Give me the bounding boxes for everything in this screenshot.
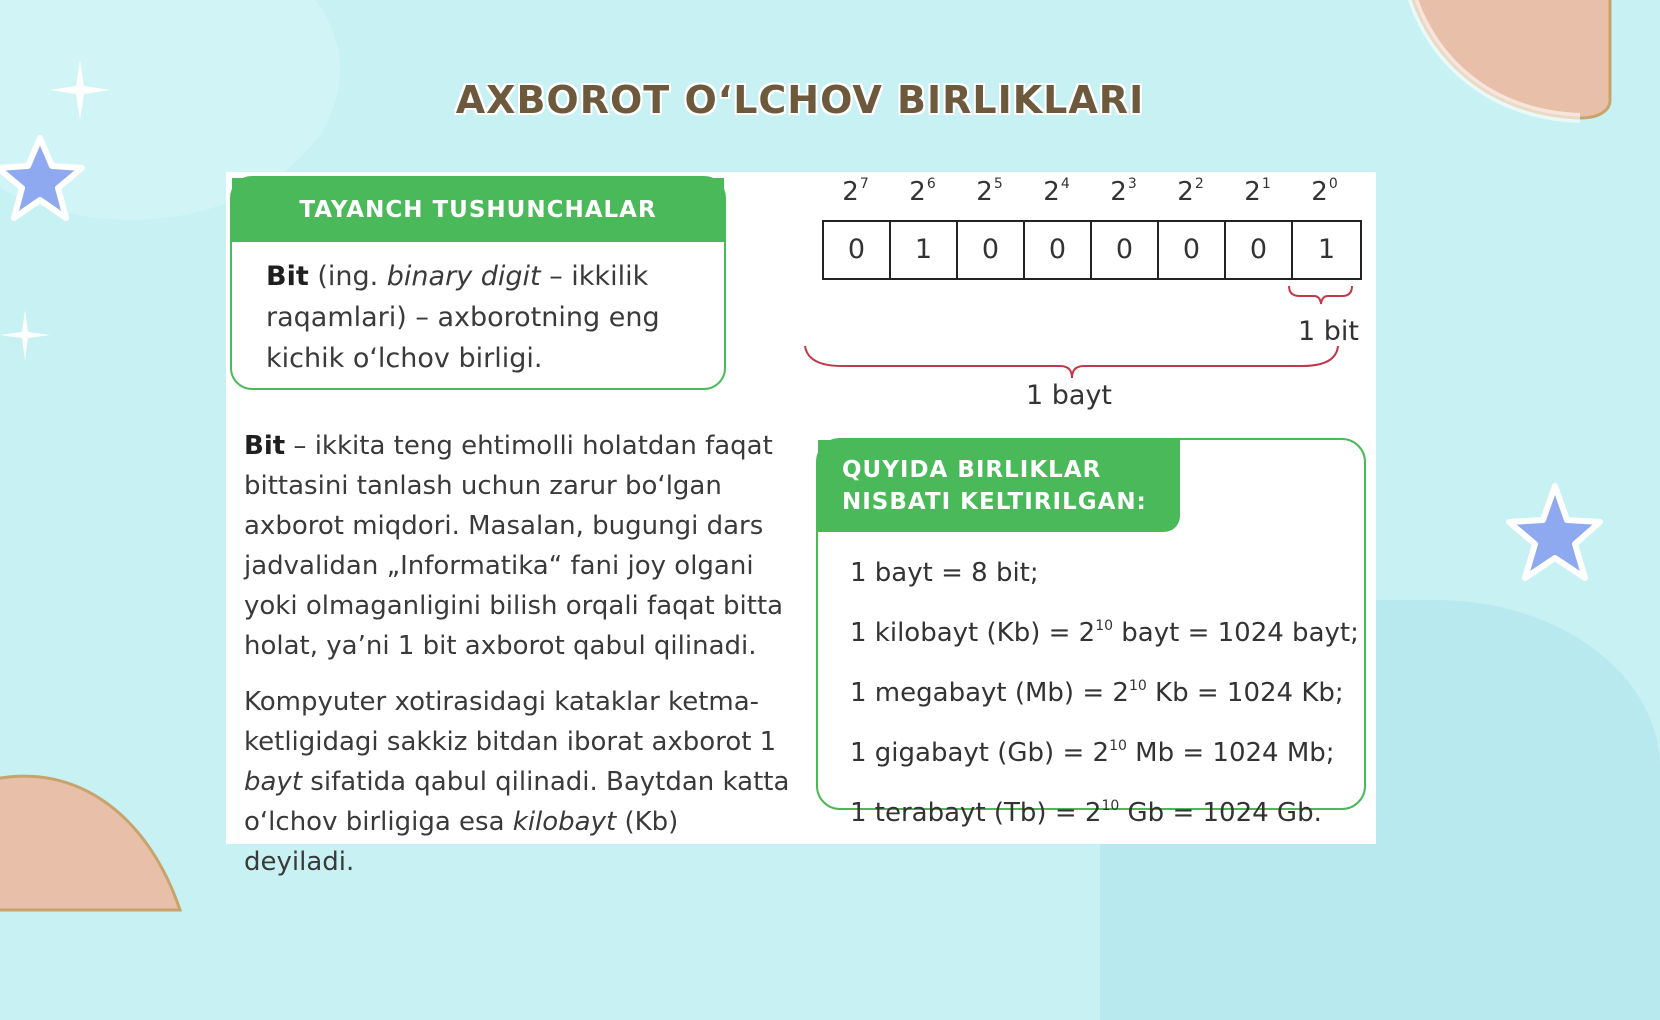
power-label: $2^4$ [1043,176,1070,207]
bit-cell: 1 [1317,234,1336,265]
paragraph-text: (Kb) deyiladi. [244,807,679,877]
list-item: 1 terabayt $(Tb) = 2^{10}$ Gb = 1024 Gb. [850,798,1322,828]
power-label: $2^2$ [1177,176,1204,207]
power-label: $2^1$ [1244,176,1271,207]
paragraph-bit [244,426,794,666]
list-item: 1 kilobayt $(Kb) = 2^{10}$ bayt = 1024 bayt; [850,618,1359,648]
key-concepts-box [230,176,726,390]
byte-label: 1 bayt [1026,380,1113,411]
key-concepts-text [232,242,724,379]
power-label: $2^3$ [1110,176,1137,207]
definition-italic: binary digit [386,261,541,292]
bit-label: 1 bit [1298,316,1359,347]
page-title: AXBOROT O‘LCHOV BIRLIKLARI [455,78,1145,122]
content-panel [226,172,1376,877]
bit-cell: 0 [1159,222,1226,278]
paragraph-text: Kompyuter xotirasidagi kataklar ketma-ketligidagi sakkiz bitdan iborat axborot 1 [244,687,777,757]
leaf-decoration-bottom-left [0,760,190,910]
paragraph-text: sifatida qabul qilinadi. Baytdan katta o‘lchov birligiga esa [244,767,790,837]
units-header: QUYIDA BIRLIKLAR NISBATI KELTIRILGAN: [818,440,1180,532]
bit-cell: 1 [891,222,958,278]
bit-cell: 0 [1025,222,1092,278]
list-item: 1 megabayt $(Mb) = 2^{10}$ Kb = 1024 Kb; [850,678,1344,708]
power-label: $2^5$ [976,176,1003,207]
bit-cell: 0 [1226,222,1293,278]
power-label: $2^0$ [1311,176,1338,207]
star-icon [0,130,100,230]
definition-text: – ikkilik raqamlari) – axborotning eng kichik o‘lchov birligi. [266,261,660,374]
paragraph-byte [244,682,794,882]
term-bit: Bit [244,431,286,461]
key-concepts-header: TAYANCH TUSHUNCHALAR [232,178,724,242]
power-label: $2^6$ [909,176,936,207]
power-label: $2^7$ [842,176,869,207]
term-bit: Bit [266,261,309,292]
byte-cells [822,220,1362,280]
list-item: 1 gigabayt $(Gb) = 2^{10}$ Mb = 1024 Mb; [850,738,1335,768]
paragraph-italic: bayt [244,767,303,797]
sparkle-icon [0,310,50,360]
powers-of-two-row [822,176,1362,216]
definition-text: (ing. [308,261,387,292]
byte-brace [802,344,1362,384]
units-ratio-box [816,438,1366,828]
star-icon [1495,480,1605,600]
bit-brace [1286,284,1356,310]
bit-cell: 0 [958,222,1025,278]
paragraph-text: – ikkita teng ehtimolli holatdan faqat bittasini tanlash uchun zarur bo‘lgan axborot miqdori. Masalan, bugungi dars jadvalidan „Informatika“ fani joy olgani yoki olmaganligini bilish orqali faqat bitta holat, ya’ni 1 bit axborot qabul qilinadi. [244,431,784,661]
bit-cell: 0 [1092,222,1159,278]
bit-cell: 0 [824,222,891,278]
units-list [850,540,1359,840]
list-item: 1 bayt = 8 bit; [850,558,1039,588]
paragraph-italic: kilobayt [512,807,617,837]
